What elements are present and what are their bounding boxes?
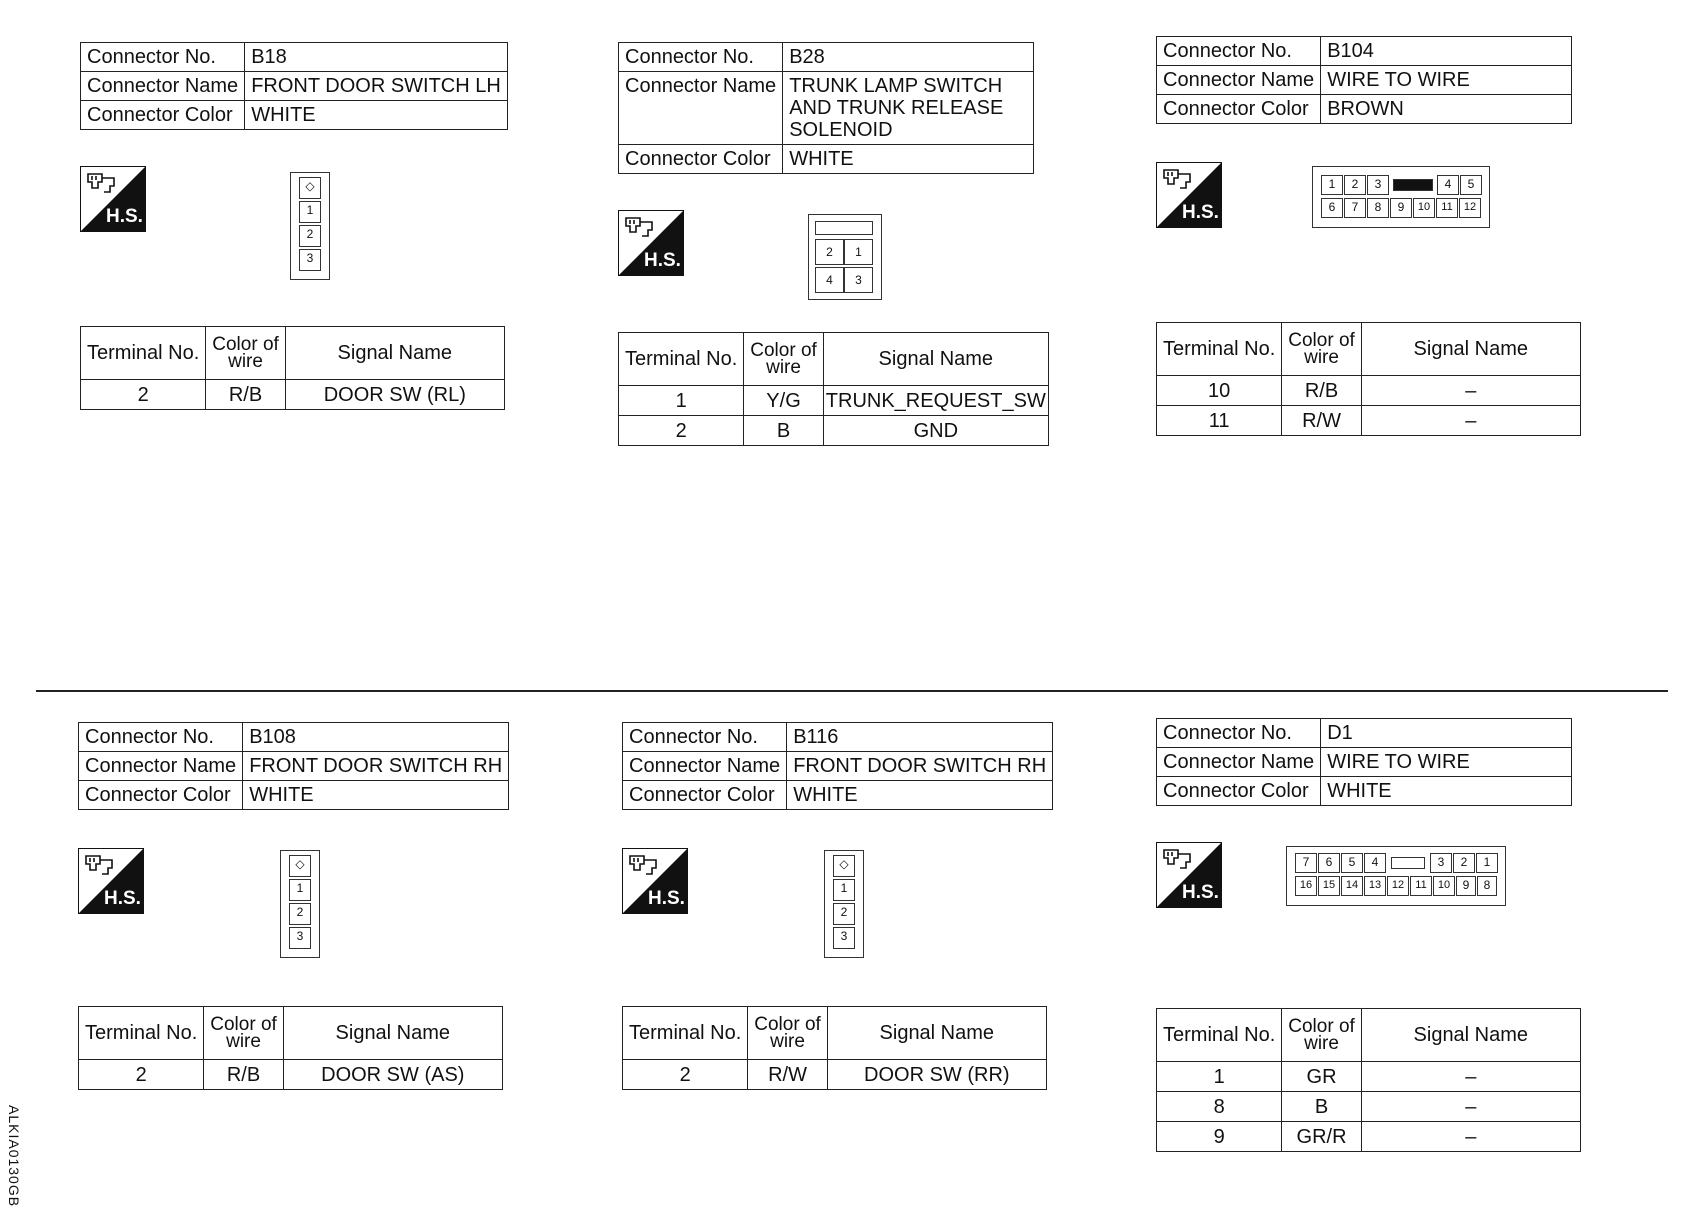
harness-side-icon (1156, 162, 1222, 228)
connector-no: B108 (243, 723, 509, 752)
pin: 5 (1460, 175, 1482, 195)
connector-b28-info (618, 42, 1034, 174)
harness-side-icon (1156, 842, 1222, 908)
latch-icon: ◇ (299, 177, 321, 199)
pin: 7 (1295, 853, 1317, 873)
pin: 3 (299, 249, 321, 271)
cell: 2 (79, 1060, 204, 1090)
svg-text:H.S.: H.S. (644, 250, 681, 271)
connector-d1-info (1156, 718, 1572, 806)
cell: TRUNK_REQUEST_SW (823, 386, 1048, 416)
col-signal: Signal Name (283, 1007, 502, 1060)
col-wire: Color of wire (744, 333, 824, 386)
cell: – (1361, 376, 1580, 406)
label: Connector Name (1157, 748, 1321, 777)
label: Connector No. (1157, 719, 1321, 748)
label: Connector Color (81, 101, 245, 130)
col-signal: Signal Name (1361, 1009, 1580, 1062)
pin: 3 (1367, 175, 1389, 195)
col-wire: Color of wire (204, 1007, 284, 1060)
connector-no: D1 (1321, 719, 1572, 748)
cell: – (1361, 1122, 1580, 1152)
cell: 8 (1157, 1092, 1282, 1122)
cell: 2 (619, 416, 744, 446)
terminal-table-d1 (1156, 1008, 1581, 1152)
cell: Y/G (744, 386, 824, 416)
label: Connector Name (623, 752, 787, 781)
cell: DOOR SW (RR) (827, 1060, 1046, 1090)
col-terminal: Terminal No. (623, 1007, 748, 1060)
col-wire: Color of wire (748, 1007, 828, 1060)
svg-text:H.S.: H.S. (1182, 202, 1219, 223)
cell: 10 (1157, 376, 1282, 406)
pin: 16 (1295, 876, 1317, 896)
pin: 3 (844, 267, 873, 293)
connector-color: BROWN (1321, 95, 1572, 124)
pin: 1 (289, 879, 311, 901)
label: Connector Name (79, 752, 243, 781)
cell: DOOR SW (AS) (283, 1060, 502, 1090)
harness-side-icon (618, 210, 684, 276)
cell: DOOR SW (RL) (285, 380, 504, 410)
label: Connector Name (619, 72, 783, 145)
col-signal: Signal Name (1361, 323, 1580, 376)
pin: 6 (1321, 198, 1343, 218)
cell: 11 (1157, 406, 1282, 436)
cell: – (1361, 1062, 1580, 1092)
connector-face-b28 (808, 214, 882, 300)
cell: 2 (623, 1060, 748, 1090)
label: Connector Color (619, 145, 783, 174)
connector-name: FRONT DOOR SWITCH RH (787, 752, 1053, 781)
cell: GR/R (1282, 1122, 1362, 1152)
pin: 2 (299, 225, 321, 247)
col-terminal: Terminal No. (81, 327, 206, 380)
cell: GR (1282, 1062, 1362, 1092)
label: Connector Name (1157, 66, 1321, 95)
connector-no: B104 (1321, 37, 1572, 66)
pin: 1 (1476, 853, 1498, 873)
connector-face-b108 (280, 850, 320, 958)
connector-face-d1 (1286, 846, 1506, 906)
label: Connector Color (79, 781, 243, 810)
connector-b104-info (1156, 36, 1572, 124)
cell: – (1361, 406, 1580, 436)
connector-b116-info (622, 722, 1053, 810)
connector-face-b18 (290, 172, 330, 280)
pin: 11 (1436, 198, 1458, 218)
latch-icon: ◇ (833, 855, 855, 877)
terminal-table-b116 (622, 1006, 1047, 1090)
pin: 4 (815, 267, 844, 293)
pin: 9 (1390, 198, 1412, 218)
svg-text:H.S.: H.S. (104, 888, 141, 909)
figure-id: ALKIA0130GB (6, 1105, 22, 1208)
section-divider (36, 690, 1668, 692)
cell: R/B (206, 380, 286, 410)
connector-no: B116 (787, 723, 1053, 752)
col-signal: Signal Name (827, 1007, 1046, 1060)
pin: 10 (1433, 876, 1455, 896)
connector-b108-info (78, 722, 509, 810)
pin: 12 (1459, 198, 1481, 218)
pin: 4 (1364, 853, 1386, 873)
connector-name: WIRE TO WIRE (1321, 748, 1572, 777)
cell: R/B (204, 1060, 284, 1090)
latch-icon: ◇ (289, 855, 311, 877)
cell: R/W (748, 1060, 828, 1090)
pin: 15 (1318, 876, 1340, 896)
connector-name: WIRE TO WIRE (1321, 66, 1572, 95)
pin: 2 (289, 903, 311, 925)
pin: 2 (815, 239, 844, 265)
label: Connector No. (623, 723, 787, 752)
pin: 6 (1318, 853, 1340, 873)
cell: R/B (1282, 376, 1362, 406)
col-terminal: Terminal No. (619, 333, 744, 386)
cell: R/W (1282, 406, 1362, 436)
pin: 11 (1410, 876, 1432, 896)
pin: 13 (1364, 876, 1386, 896)
label: Connector Color (1157, 95, 1321, 124)
col-terminal: Terminal No. (1157, 1009, 1282, 1062)
cell: – (1361, 1092, 1580, 1122)
col-terminal: Terminal No. (1157, 323, 1282, 376)
pin: 7 (1344, 198, 1366, 218)
terminal-table-b104 (1156, 322, 1581, 436)
pin: 8 (1367, 198, 1389, 218)
pin: 4 (1437, 175, 1459, 195)
cell: GND (823, 416, 1048, 446)
harness-side-icon (622, 848, 688, 914)
pin: 9 (1456, 876, 1476, 896)
pin: 3 (833, 927, 855, 949)
cell: B (744, 416, 824, 446)
svg-text:H.S.: H.S. (1182, 882, 1219, 903)
col-terminal: Terminal No. (79, 1007, 204, 1060)
svg-text:H.S.: H.S. (106, 206, 143, 227)
col-wire: Color of wire (1282, 323, 1362, 376)
key-slot (1393, 179, 1433, 191)
connector-color: WHITE (1321, 777, 1572, 806)
col-signal: Signal Name (823, 333, 1048, 386)
connector-color: WHITE (787, 781, 1053, 810)
connector-no: B28 (783, 43, 1034, 72)
connector-no: B18 (245, 43, 508, 72)
label: Connector Color (1157, 777, 1321, 806)
harness-side-icon (80, 166, 146, 232)
pin: 1 (299, 201, 321, 223)
pin: 3 (1430, 853, 1452, 873)
connector-face-b116 (824, 850, 864, 958)
label: Connector Name (81, 72, 245, 101)
connector-color: WHITE (243, 781, 509, 810)
pin: 1 (833, 879, 855, 901)
label: Connector No. (79, 723, 243, 752)
cell: 1 (619, 386, 744, 416)
terminal-table-b18 (80, 326, 505, 410)
cell: 1 (1157, 1062, 1282, 1092)
label: Connector No. (81, 43, 245, 72)
connector-face-b104 (1312, 166, 1490, 228)
connector-color: WHITE (783, 145, 1034, 174)
pin: 1 (1321, 175, 1343, 195)
harness-side-icon (78, 848, 144, 914)
pin: 2 (833, 903, 855, 925)
connector-b18-info (80, 42, 508, 130)
svg-text:H.S.: H.S. (648, 888, 685, 909)
latch (815, 221, 873, 235)
terminal-table-b28 (618, 332, 1049, 446)
label: Connector Color (623, 781, 787, 810)
pin: 14 (1341, 876, 1363, 896)
cell: 9 (1157, 1122, 1282, 1152)
connector-name: TRUNK LAMP SWITCH AND TRUNK RELEASE SOLENOID (783, 72, 1034, 145)
label: Connector No. (619, 43, 783, 72)
cell: 2 (81, 380, 206, 410)
label: Connector No. (1157, 37, 1321, 66)
col-wire: Color of wire (206, 327, 286, 380)
pin: 2 (1453, 853, 1475, 873)
connector-name: FRONT DOOR SWITCH LH (245, 72, 508, 101)
pin: 5 (1341, 853, 1363, 873)
pin: 8 (1477, 876, 1497, 896)
col-signal: Signal Name (285, 327, 504, 380)
connector-color: WHITE (245, 101, 508, 130)
connector-name: FRONT DOOR SWITCH RH (243, 752, 509, 781)
pin: 3 (289, 927, 311, 949)
pin: 2 (1344, 175, 1366, 195)
terminal-table-b108 (78, 1006, 503, 1090)
pin: 12 (1387, 876, 1409, 896)
cell: B (1282, 1092, 1362, 1122)
col-wire: Color of wire (1282, 1009, 1362, 1062)
pin: 1 (844, 239, 873, 265)
pin: 10 (1413, 198, 1435, 218)
key-slot (1391, 857, 1425, 869)
